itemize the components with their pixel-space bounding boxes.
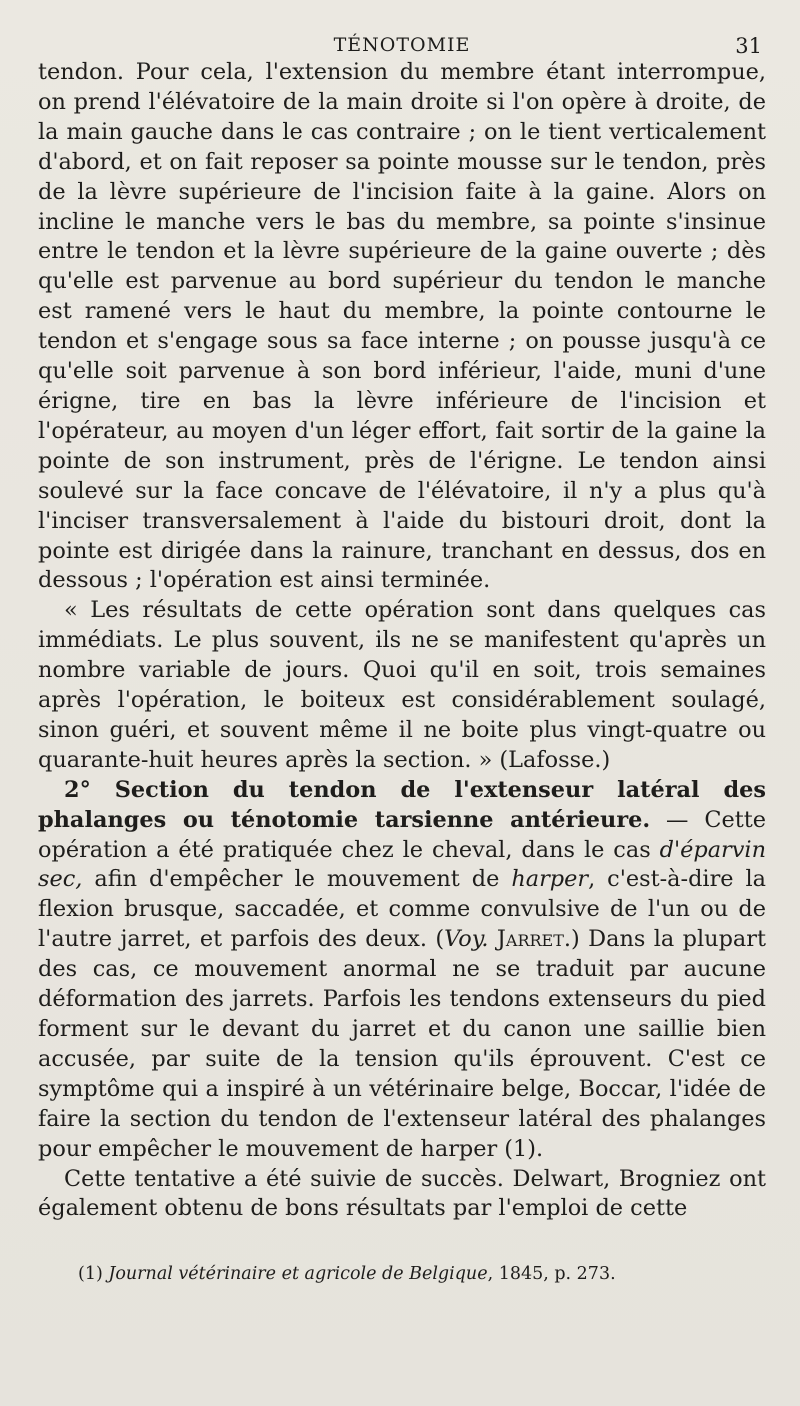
section-text-5: .) Dans la plupart des cas, ce mouvement anormal ne se traduit par aucune déformation des jarrets. Parfois les tendons extenseurs du pied forment sur le devant du jarret et du canon une saillie bien accusée, par suite de la tension qu'ils éprouvent. C'est ce symptôme qui a inspiré à un vétérinaire belge, Boccar, l'idée de faire la section du tendon de l'extenseur latéral des phalanges pour empêcher le mouvement de harper (1).: [38, 926, 766, 1162]
footnote-marker: (1): [78, 1264, 109, 1285]
paragraph-section-2: [38, 776, 766, 1165]
paragraph-quote-lafosse: « Les résultats de cette opération sont dans quelques cas immédiats. Le plus souvent, ils ne se manifestent qu'après un nombre variable de jours. Quoi qu'il en soit, trois semaines après l'opération, le boiteux est considérablement soulagé, sinon guéri, et souvent même il ne boite plus vingt-quatre ou quarante-huit heures après la section. » (Lafosse.): [38, 597, 766, 773]
running-title: TÉNOTOMIE: [333, 34, 471, 56]
section-text-1: — Cette opération a été pratiquée chez le cheval, dans le cas: [38, 806, 766, 863]
paragraph-results: Cette tentative a été suivie de succès. Delwart, Brogniez ont également obtenu de bons résultats par l'emploi de cette: [38, 1165, 766, 1222]
running-head: [38, 28, 766, 58]
section-heading: 2° Section du tendon de l'extenseur latéral des phalanges ou ténotomie tarsienne antérieure.: [38, 776, 766, 833]
section-italic-harper: harper: [511, 866, 589, 893]
footnote: [38, 1262, 766, 1286]
section-text-3: , c'est-à-dire la flexion brusque, saccadée, et comme convulsive de l'un ou de l'autre jarret, et parfois des deux. (: [38, 866, 766, 953]
section-italic-eparvin: d'éparvin sec,: [38, 836, 766, 893]
section-text-4: [489, 926, 497, 952]
section-text-2: afin d'empêcher le mouvement de: [82, 866, 512, 893]
section-italic-voy: Voy.: [444, 926, 489, 953]
footnote-rest: , 1845, p. 273.: [487, 1264, 616, 1285]
body-text: [38, 58, 766, 1224]
section-smallcaps-jarret: Jarret: [496, 926, 564, 953]
page-number: 31: [735, 34, 762, 58]
footnote-journal: Journal vétérinaire et agricole de Belgique: [108, 1264, 488, 1285]
paragraph-procedure: tendon. Pour cela, l'extension du membre étant interrompue, on prend l'élévatoire de la main droite si l'on opère à droite, de la main gauche dans le cas contraire ; on le tient verticalement d'abord, et on fait reposer sa pointe mousse sur le tendon, près de la lèvre supérieure de l'incision faite à la gaine. Alors on incline le manche vers le bas du membre, sa pointe s'insinue entre le tendon et la lèvre supérieure de la gaine ouverte ; dès qu'elle est parvenue au bord supérieur du tendon le manche est ramené vers le haut du membre, la pointe contourne le tendon et s'engage sous sa face interne ; on pousse jusqu'à ce qu'elle soit parvenue à son bord inférieur, l'aide, muni d'une érigne, tire en bas la lèvre inférieure de l'incision et l'opérateur, au moyen d'un léger effort, fait sortir de la gaine la pointe de son instrument, près de l'érigne. Le tendon ainsi soulevé sur la face concave de l'élévatoire, il n'y a plus qu'à l'inciser transversalement à l'aide du bistouri droit, dont la pointe est dirigée dans la rainure, tranchant en dessus, dos en dessous ; l'opération est ainsi terminée.: [38, 59, 766, 594]
